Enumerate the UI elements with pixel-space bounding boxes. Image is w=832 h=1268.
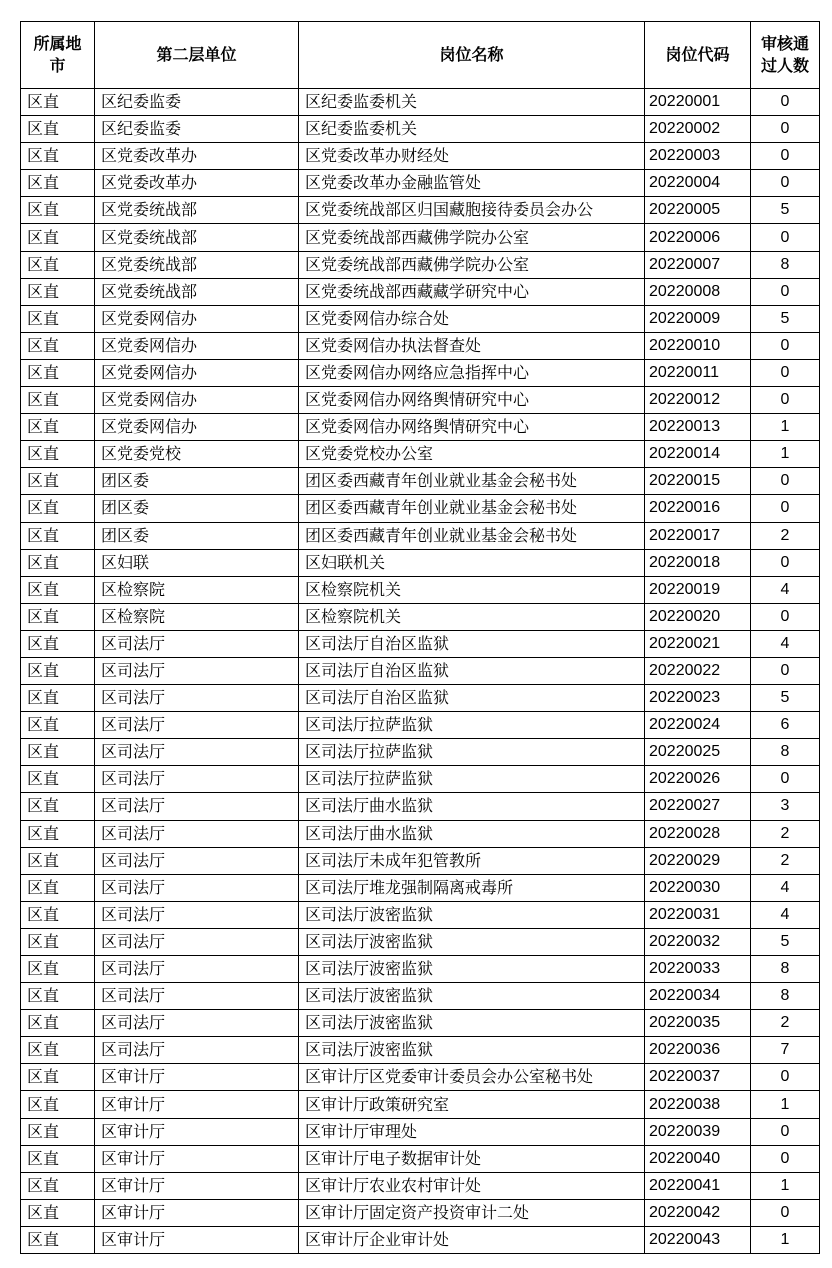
cell-code: 20220005 bbox=[645, 197, 751, 224]
table-row bbox=[21, 1226, 820, 1253]
table-row bbox=[21, 89, 820, 116]
cell-region: 区直 bbox=[21, 901, 95, 928]
cell-count: 4 bbox=[751, 576, 820, 603]
cell-post: 区党委网信办网络舆情研究中心 bbox=[299, 387, 645, 414]
cell-count: 5 bbox=[751, 305, 820, 332]
table-row bbox=[21, 1199, 820, 1226]
header-region: 所属地市 bbox=[21, 22, 95, 89]
cell-region: 区直 bbox=[21, 1091, 95, 1118]
cell-count: 5 bbox=[751, 685, 820, 712]
header-code: 岗位代码 bbox=[645, 22, 751, 89]
cell-unit: 区党委网信办 bbox=[95, 332, 299, 359]
cell-unit: 区司法厅 bbox=[95, 685, 299, 712]
cell-region: 区直 bbox=[21, 712, 95, 739]
table-row bbox=[21, 793, 820, 820]
cell-count: 8 bbox=[751, 956, 820, 983]
table-row bbox=[21, 143, 820, 170]
cell-region: 区直 bbox=[21, 1037, 95, 1064]
cell-unit: 区党委统战部 bbox=[95, 278, 299, 305]
cell-count: 0 bbox=[751, 603, 820, 630]
cell-count: 0 bbox=[751, 1199, 820, 1226]
table-row bbox=[21, 1118, 820, 1145]
cell-code: 20220010 bbox=[645, 332, 751, 359]
table-row bbox=[21, 847, 820, 874]
cell-region: 区直 bbox=[21, 874, 95, 901]
cell-unit: 区司法厅 bbox=[95, 820, 299, 847]
cell-count: 5 bbox=[751, 928, 820, 955]
table-row bbox=[21, 414, 820, 441]
cell-code: 20220009 bbox=[645, 305, 751, 332]
cell-count: 4 bbox=[751, 874, 820, 901]
cell-count: 1 bbox=[751, 441, 820, 468]
table-row bbox=[21, 170, 820, 197]
cell-count: 0 bbox=[751, 387, 820, 414]
cell-unit: 区司法厅 bbox=[95, 657, 299, 684]
cell-region: 区直 bbox=[21, 387, 95, 414]
cell-region: 区直 bbox=[21, 522, 95, 549]
cell-post: 区司法厅自治区监狱 bbox=[299, 630, 645, 657]
cell-post: 团区委西藏青年创业就业基金会秘书处 bbox=[299, 495, 645, 522]
cell-post: 区审计厅电子数据审计处 bbox=[299, 1145, 645, 1172]
cell-region: 区直 bbox=[21, 1145, 95, 1172]
cell-post: 区纪委监委机关 bbox=[299, 116, 645, 143]
cell-unit: 区司法厅 bbox=[95, 793, 299, 820]
cell-post: 区司法厅波密监狱 bbox=[299, 928, 645, 955]
table-row bbox=[21, 251, 820, 278]
cell-count: 0 bbox=[751, 359, 820, 386]
cell-unit: 区党委统战部 bbox=[95, 224, 299, 251]
cell-code: 20220037 bbox=[645, 1064, 751, 1091]
cell-code: 20220029 bbox=[645, 847, 751, 874]
cell-code: 20220019 bbox=[645, 576, 751, 603]
table-row bbox=[21, 305, 820, 332]
cell-post: 区检察院机关 bbox=[299, 603, 645, 630]
cell-region: 区直 bbox=[21, 793, 95, 820]
cell-post: 区党委统战部西藏佛学院办公室 bbox=[299, 224, 645, 251]
cell-unit: 区审计厅 bbox=[95, 1226, 299, 1253]
cell-count: 0 bbox=[751, 1145, 820, 1172]
table-row bbox=[21, 1010, 820, 1037]
cell-count: 1 bbox=[751, 1172, 820, 1199]
cell-count: 0 bbox=[751, 468, 820, 495]
cell-code: 20220035 bbox=[645, 1010, 751, 1037]
cell-code: 20220043 bbox=[645, 1226, 751, 1253]
cell-unit: 区审计厅 bbox=[95, 1145, 299, 1172]
cell-unit: 区司法厅 bbox=[95, 874, 299, 901]
cell-region: 区直 bbox=[21, 1010, 95, 1037]
cell-count: 1 bbox=[751, 414, 820, 441]
table-body bbox=[21, 89, 820, 1254]
cell-unit: 区审计厅 bbox=[95, 1172, 299, 1199]
cell-region: 区直 bbox=[21, 305, 95, 332]
cell-count: 8 bbox=[751, 983, 820, 1010]
cell-unit: 区司法厅 bbox=[95, 739, 299, 766]
cell-code: 20220018 bbox=[645, 549, 751, 576]
cell-code: 20220026 bbox=[645, 766, 751, 793]
cell-post: 区司法厅曲水监狱 bbox=[299, 820, 645, 847]
cell-region: 区直 bbox=[21, 820, 95, 847]
cell-post: 区党委网信办网络舆情研究中心 bbox=[299, 414, 645, 441]
cell-region: 区直 bbox=[21, 956, 95, 983]
cell-unit: 区司法厅 bbox=[95, 766, 299, 793]
table-row bbox=[21, 522, 820, 549]
cell-unit: 区司法厅 bbox=[95, 901, 299, 928]
cell-region: 区直 bbox=[21, 657, 95, 684]
cell-count: 0 bbox=[751, 170, 820, 197]
cell-region: 区直 bbox=[21, 332, 95, 359]
cell-unit: 区司法厅 bbox=[95, 712, 299, 739]
table-row bbox=[21, 576, 820, 603]
cell-count: 1 bbox=[751, 1226, 820, 1253]
table-row bbox=[21, 874, 820, 901]
cell-unit: 区司法厅 bbox=[95, 1037, 299, 1064]
cell-post: 区司法厅自治区监狱 bbox=[299, 657, 645, 684]
cell-region: 区直 bbox=[21, 143, 95, 170]
table-row bbox=[21, 766, 820, 793]
cell-post: 区审计厅企业审计处 bbox=[299, 1226, 645, 1253]
table-row bbox=[21, 901, 820, 928]
cell-region: 区直 bbox=[21, 359, 95, 386]
cell-post: 团区委西藏青年创业就业基金会秘书处 bbox=[299, 522, 645, 549]
cell-count: 0 bbox=[751, 1118, 820, 1145]
cell-unit: 区司法厅 bbox=[95, 956, 299, 983]
cell-region: 区直 bbox=[21, 847, 95, 874]
cell-unit: 区审计厅 bbox=[95, 1199, 299, 1226]
table-row bbox=[21, 224, 820, 251]
cell-region: 区直 bbox=[21, 1226, 95, 1253]
cell-unit: 区纪委监委 bbox=[95, 89, 299, 116]
cell-unit: 区党委网信办 bbox=[95, 387, 299, 414]
cell-region: 区直 bbox=[21, 928, 95, 955]
table-row bbox=[21, 468, 820, 495]
table-row bbox=[21, 685, 820, 712]
cell-post: 区审计厅农业农村审计处 bbox=[299, 1172, 645, 1199]
cell-count: 0 bbox=[751, 549, 820, 576]
cell-count: 6 bbox=[751, 712, 820, 739]
cell-code: 20220040 bbox=[645, 1145, 751, 1172]
table-row bbox=[21, 739, 820, 766]
cell-region: 区直 bbox=[21, 739, 95, 766]
cell-code: 20220030 bbox=[645, 874, 751, 901]
cell-code: 20220034 bbox=[645, 983, 751, 1010]
cell-unit: 区党委网信办 bbox=[95, 414, 299, 441]
cell-post: 区检察院机关 bbox=[299, 576, 645, 603]
table-row bbox=[21, 197, 820, 224]
cell-count: 4 bbox=[751, 630, 820, 657]
cell-count: 0 bbox=[751, 332, 820, 359]
cell-post: 区司法厅波密监狱 bbox=[299, 983, 645, 1010]
cell-region: 区直 bbox=[21, 685, 95, 712]
table-row bbox=[21, 983, 820, 1010]
cell-code: 20220042 bbox=[645, 1199, 751, 1226]
cell-post: 区司法厅拉萨监狱 bbox=[299, 739, 645, 766]
table-row bbox=[21, 278, 820, 305]
cell-post: 区司法厅拉萨监狱 bbox=[299, 712, 645, 739]
table-row bbox=[21, 549, 820, 576]
cell-unit: 区党委统战部 bbox=[95, 197, 299, 224]
cell-count: 0 bbox=[751, 657, 820, 684]
cell-code: 20220004 bbox=[645, 170, 751, 197]
cell-count: 0 bbox=[751, 1064, 820, 1091]
cell-unit: 区党委网信办 bbox=[95, 359, 299, 386]
table-row bbox=[21, 1172, 820, 1199]
cell-region: 区直 bbox=[21, 116, 95, 143]
cell-count: 2 bbox=[751, 522, 820, 549]
table-row bbox=[21, 332, 820, 359]
cell-code: 20220002 bbox=[645, 116, 751, 143]
cell-post: 区司法厅曲水监狱 bbox=[299, 793, 645, 820]
cell-region: 区直 bbox=[21, 766, 95, 793]
cell-post: 区审计厅政策研究室 bbox=[299, 1091, 645, 1118]
cell-post: 区妇联机关 bbox=[299, 549, 645, 576]
table-row bbox=[21, 359, 820, 386]
cell-region: 区直 bbox=[21, 89, 95, 116]
cell-code: 20220014 bbox=[645, 441, 751, 468]
cell-post: 区党委网信办综合处 bbox=[299, 305, 645, 332]
table-row bbox=[21, 928, 820, 955]
cell-post: 区司法厅波密监狱 bbox=[299, 1037, 645, 1064]
cell-unit: 区司法厅 bbox=[95, 1010, 299, 1037]
cell-unit: 区党委党校 bbox=[95, 441, 299, 468]
cell-count: 0 bbox=[751, 278, 820, 305]
cell-post: 团区委西藏青年创业就业基金会秘书处 bbox=[299, 468, 645, 495]
cell-code: 20220025 bbox=[645, 739, 751, 766]
cell-post: 区司法厅堆龙强制隔离戒毒所 bbox=[299, 874, 645, 901]
cell-region: 区直 bbox=[21, 441, 95, 468]
cell-post: 区司法厅波密监狱 bbox=[299, 956, 645, 983]
table-row bbox=[21, 116, 820, 143]
header-row bbox=[21, 22, 820, 89]
cell-count: 0 bbox=[751, 89, 820, 116]
cell-code: 20220023 bbox=[645, 685, 751, 712]
cell-unit: 区司法厅 bbox=[95, 847, 299, 874]
cell-code: 20220007 bbox=[645, 251, 751, 278]
cell-unit: 区党委统战部 bbox=[95, 251, 299, 278]
cell-unit: 团区委 bbox=[95, 522, 299, 549]
cell-post: 区纪委监委机关 bbox=[299, 89, 645, 116]
cell-code: 20220021 bbox=[645, 630, 751, 657]
cell-post: 区司法厅自治区监狱 bbox=[299, 685, 645, 712]
cell-count: 5 bbox=[751, 197, 820, 224]
cell-post: 区党委网信办执法督查处 bbox=[299, 332, 645, 359]
cell-region: 区直 bbox=[21, 251, 95, 278]
cell-code: 20220012 bbox=[645, 387, 751, 414]
table-row bbox=[21, 1037, 820, 1064]
cell-region: 区直 bbox=[21, 414, 95, 441]
cell-code: 20220041 bbox=[645, 1172, 751, 1199]
table-row bbox=[21, 956, 820, 983]
cell-code: 20220024 bbox=[645, 712, 751, 739]
cell-code: 20220017 bbox=[645, 522, 751, 549]
cell-region: 区直 bbox=[21, 468, 95, 495]
cell-unit: 区审计厅 bbox=[95, 1091, 299, 1118]
cell-region: 区直 bbox=[21, 1172, 95, 1199]
cell-unit: 区妇联 bbox=[95, 549, 299, 576]
table-row bbox=[21, 1091, 820, 1118]
cell-region: 区直 bbox=[21, 576, 95, 603]
cell-post: 区审计厅固定资产投资审计二处 bbox=[299, 1199, 645, 1226]
cell-post: 区司法厅波密监狱 bbox=[299, 1010, 645, 1037]
positions-table bbox=[20, 21, 820, 1254]
table-row bbox=[21, 387, 820, 414]
table-row bbox=[21, 820, 820, 847]
cell-post: 区党委统战部西藏藏学研究中心 bbox=[299, 278, 645, 305]
cell-post: 区审计厅区党委审计委员会办公室秘书处 bbox=[299, 1064, 645, 1091]
cell-count: 2 bbox=[751, 820, 820, 847]
cell-code: 20220032 bbox=[645, 928, 751, 955]
cell-code: 20220011 bbox=[645, 359, 751, 386]
cell-code: 20220003 bbox=[645, 143, 751, 170]
table-row bbox=[21, 1064, 820, 1091]
cell-post: 区司法厅波密监狱 bbox=[299, 901, 645, 928]
cell-code: 20220001 bbox=[645, 89, 751, 116]
cell-code: 20220015 bbox=[645, 468, 751, 495]
cell-unit: 区党委改革办 bbox=[95, 143, 299, 170]
cell-region: 区直 bbox=[21, 278, 95, 305]
cell-post: 区党委统战部区归国藏胞接待委员会办公 bbox=[299, 197, 645, 224]
table-header bbox=[21, 22, 820, 89]
cell-unit: 区检察院 bbox=[95, 603, 299, 630]
header-count: 审核通过人数 bbox=[751, 22, 820, 89]
cell-count: 1 bbox=[751, 1091, 820, 1118]
table-row bbox=[21, 495, 820, 522]
cell-unit: 区检察院 bbox=[95, 576, 299, 603]
cell-code: 20220020 bbox=[645, 603, 751, 630]
table-row bbox=[21, 630, 820, 657]
header-unit: 第二层单位 bbox=[95, 22, 299, 89]
cell-count: 7 bbox=[751, 1037, 820, 1064]
cell-post: 区司法厅拉萨监狱 bbox=[299, 766, 645, 793]
cell-region: 区直 bbox=[21, 170, 95, 197]
cell-unit: 区审计厅 bbox=[95, 1118, 299, 1145]
cell-count: 2 bbox=[751, 1010, 820, 1037]
cell-count: 0 bbox=[751, 766, 820, 793]
cell-unit: 区司法厅 bbox=[95, 983, 299, 1010]
cell-region: 区直 bbox=[21, 495, 95, 522]
cell-post: 区党委党校办公室 bbox=[299, 441, 645, 468]
cell-post: 区党委改革办金融监管处 bbox=[299, 170, 645, 197]
cell-post: 区司法厅未成年犯管教所 bbox=[299, 847, 645, 874]
cell-post: 区党委网信办网络应急指挥中心 bbox=[299, 359, 645, 386]
cell-unit: 区党委改革办 bbox=[95, 170, 299, 197]
cell-count: 0 bbox=[751, 143, 820, 170]
cell-code: 20220039 bbox=[645, 1118, 751, 1145]
cell-code: 20220038 bbox=[645, 1091, 751, 1118]
cell-post: 区党委统战部西藏佛学院办公室 bbox=[299, 251, 645, 278]
cell-code: 20220013 bbox=[645, 414, 751, 441]
table-container bbox=[20, 21, 820, 1254]
cell-unit: 团区委 bbox=[95, 468, 299, 495]
cell-code: 20220031 bbox=[645, 901, 751, 928]
cell-unit: 区纪委监委 bbox=[95, 116, 299, 143]
cell-count: 0 bbox=[751, 116, 820, 143]
cell-count: 4 bbox=[751, 901, 820, 928]
cell-code: 20220008 bbox=[645, 278, 751, 305]
cell-count: 8 bbox=[751, 251, 820, 278]
cell-post: 区党委改革办财经处 bbox=[299, 143, 645, 170]
cell-count: 3 bbox=[751, 793, 820, 820]
cell-code: 20220036 bbox=[645, 1037, 751, 1064]
cell-region: 区直 bbox=[21, 224, 95, 251]
cell-count: 8 bbox=[751, 739, 820, 766]
table-row bbox=[21, 1145, 820, 1172]
cell-count: 0 bbox=[751, 495, 820, 522]
table-row bbox=[21, 603, 820, 630]
header-post: 岗位名称 bbox=[299, 22, 645, 89]
cell-region: 区直 bbox=[21, 603, 95, 630]
cell-unit: 区审计厅 bbox=[95, 1064, 299, 1091]
table-row bbox=[21, 441, 820, 468]
cell-unit: 区司法厅 bbox=[95, 630, 299, 657]
cell-post: 区审计厅审理处 bbox=[299, 1118, 645, 1145]
cell-region: 区直 bbox=[21, 630, 95, 657]
cell-unit: 区党委网信办 bbox=[95, 305, 299, 332]
cell-code: 20220016 bbox=[645, 495, 751, 522]
cell-code: 20220022 bbox=[645, 657, 751, 684]
cell-region: 区直 bbox=[21, 549, 95, 576]
cell-code: 20220028 bbox=[645, 820, 751, 847]
table-row bbox=[21, 657, 820, 684]
cell-unit: 团区委 bbox=[95, 495, 299, 522]
cell-code: 20220033 bbox=[645, 956, 751, 983]
cell-code: 20220006 bbox=[645, 224, 751, 251]
cell-region: 区直 bbox=[21, 983, 95, 1010]
cell-code: 20220027 bbox=[645, 793, 751, 820]
cell-region: 区直 bbox=[21, 1199, 95, 1226]
cell-count: 2 bbox=[751, 847, 820, 874]
cell-unit: 区司法厅 bbox=[95, 928, 299, 955]
cell-region: 区直 bbox=[21, 1064, 95, 1091]
cell-region: 区直 bbox=[21, 1118, 95, 1145]
cell-count: 0 bbox=[751, 224, 820, 251]
cell-region: 区直 bbox=[21, 197, 95, 224]
table-row bbox=[21, 712, 820, 739]
